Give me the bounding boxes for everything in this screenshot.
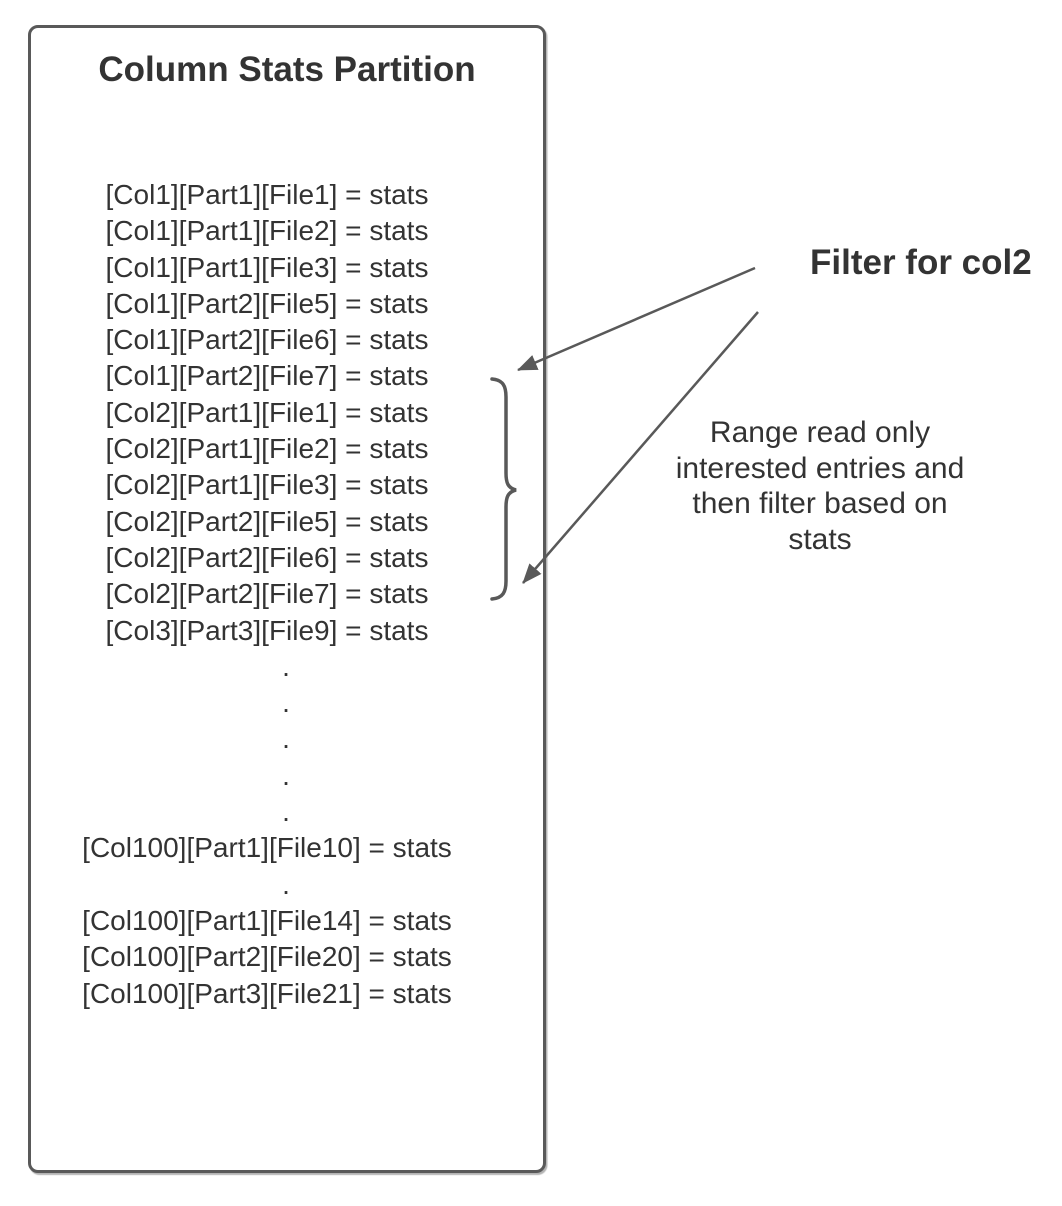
ellipsis-dot: . bbox=[282, 796, 290, 828]
stats-entry: [Col100][Part1][File10] = stats bbox=[82, 832, 452, 864]
stats-entry: [Col2][Part2][File7] = stats bbox=[105, 578, 429, 610]
ellipsis-dot: . bbox=[282, 868, 290, 900]
note-line: stats bbox=[788, 522, 852, 556]
stats-entry: [Col3][Part3][File9] = stats bbox=[105, 614, 429, 646]
stats-entry: [Col2][Part2][File5] = stats bbox=[105, 505, 429, 537]
stats-entry: [Col1][Part1][File3] = stats bbox=[105, 251, 429, 283]
stats-entry: [Col100][Part2][File20] = stats bbox=[82, 941, 452, 973]
note-line: Range read only bbox=[709, 416, 931, 449]
stats-entry: [Col1][Part1][File2] = stats bbox=[105, 215, 429, 247]
filter-arrow-top bbox=[518, 268, 755, 370]
stats-entry: [Col100][Part3][File21] = stats bbox=[82, 977, 452, 1009]
stats-entry: [Col1][Part1][File1] = stats bbox=[105, 179, 429, 210]
stats-entry: [Col2][Part1][File1] = stats bbox=[105, 396, 429, 428]
stats-entry: [Col2][Part2][File6] = stats bbox=[105, 541, 429, 573]
stats-entry: [Col1][Part2][File5] = stats bbox=[105, 287, 429, 319]
stats-entry: [Col1][Part2][File7] = stats bbox=[105, 360, 429, 392]
stats-entry: [Col2][Part1][File3] = stats bbox=[105, 469, 429, 501]
stats-entry: [Col1][Part2][File6] = stats bbox=[105, 324, 429, 356]
ellipsis-dot: . bbox=[282, 650, 290, 682]
range-read-note bbox=[650, 415, 990, 557]
box-title: Column Stats Partition bbox=[98, 50, 476, 89]
filter-label: Filter for col2 bbox=[810, 243, 1032, 282]
stats-entry: [Col2][Part1][File2] = stats bbox=[105, 433, 429, 465]
note-line: then filter based on bbox=[692, 487, 948, 520]
ellipsis-dot: . bbox=[282, 723, 290, 755]
ellipsis-dot: . bbox=[282, 759, 290, 791]
note-line: interested entries and bbox=[675, 451, 965, 485]
ellipsis-dot: . bbox=[282, 687, 290, 719]
entry-list bbox=[28, 177, 506, 1012]
stats-entry: [Col100][Part1][File14] = stats bbox=[82, 904, 452, 936]
